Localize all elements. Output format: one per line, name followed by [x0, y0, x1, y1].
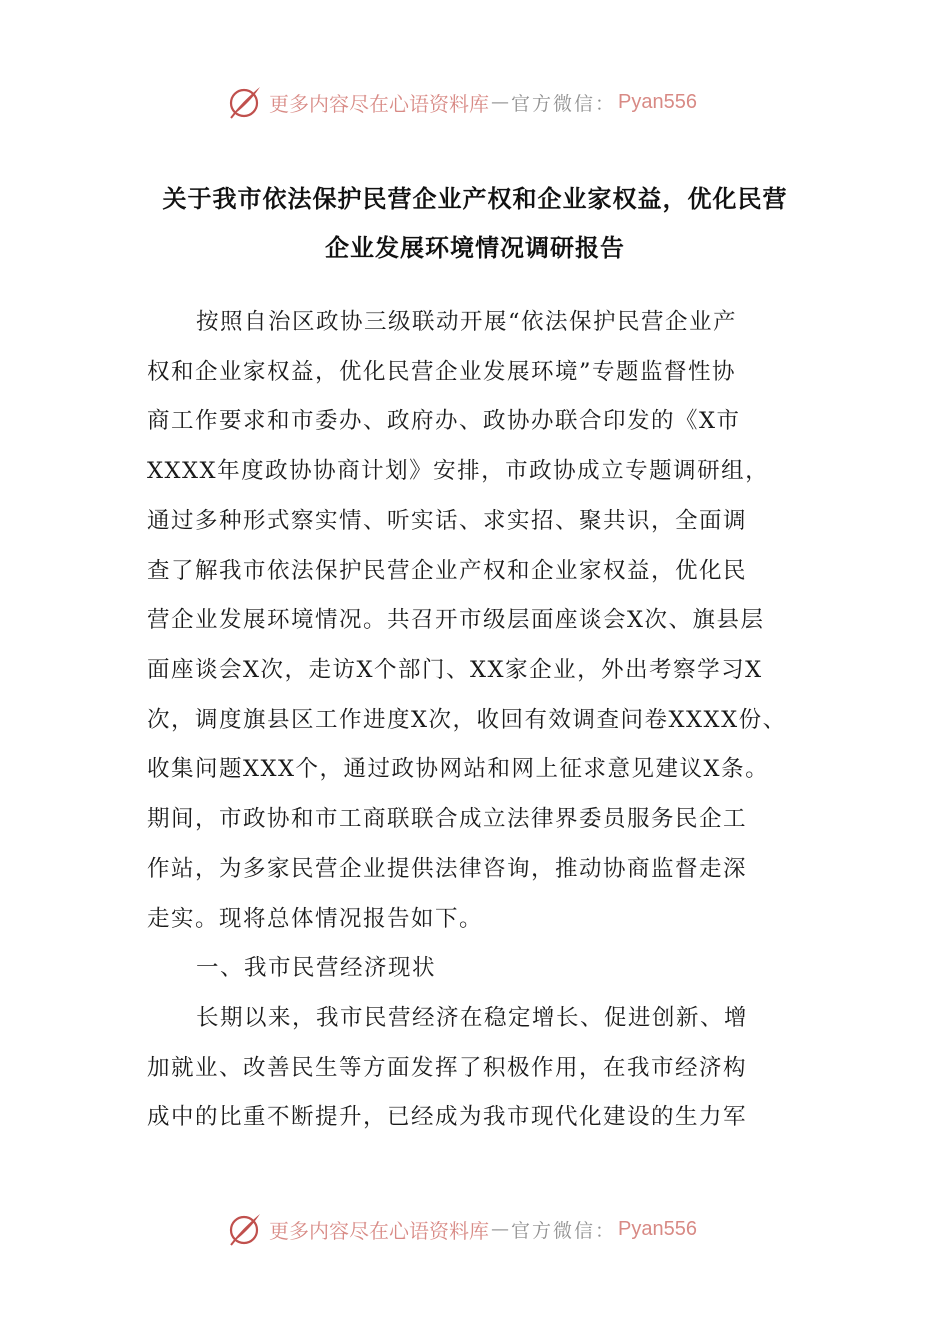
quill-pen-logo-icon — [227, 1211, 263, 1247]
body-line: 营企业发展环境情况。共召开市级层面座谈会X次、旗县层 — [147, 607, 765, 633]
body-line: 作站，为多家民营企业提供法律咨询，推动协商监督走深 — [147, 856, 748, 882]
watermark-official-label: 官方微信： — [511, 1219, 617, 1242]
body-line: 权和企业家权益，优化民营企业发展环境”专题监督性协 — [147, 359, 737, 385]
header-watermark — [227, 82, 697, 122]
body-line: 走实。现将总体情况报告如下。 — [147, 906, 484, 932]
watermark-brand-text: 更多内容尽在心语资料库 — [269, 1218, 489, 1243]
body-line: 查了解我市依法保护民营企业产权和企业家权益，优化民 — [147, 558, 748, 584]
body-line: 加就业、改善民生等方面发挥了积极作用，在我市经济构 — [147, 1055, 748, 1081]
body-line: 按照自治区政协三级联动开展“依法保护民营企业产 — [196, 309, 738, 335]
body-line: 次，调度旗县区工作进度X次，收回有效调查问卷XXXX份、 — [147, 707, 787, 733]
body-line: 通过多种形式察实情、听实话、求实招、聚共识，全面调 — [147, 508, 748, 534]
body-line: 成中的比重不断提升，已经成为我市现代化建设的生力军 — [147, 1104, 748, 1130]
body-line: 收集问题XXX个，通过政协网站和网上征求意见建议X条。 — [147, 756, 770, 782]
document-title-line-2: 企业发展环境情况调研报告 — [325, 234, 625, 262]
watermark-dash: — — [491, 1218, 509, 1240]
body-line: 长期以来，我市民营经济在稳定增长、促进创新、增 — [196, 1005, 749, 1031]
watermark-brand-text: 更多内容尽在心语资料库 — [269, 91, 489, 116]
body-line: 商工作要求和市委办、政府办、政协办联合印发的《X市 — [147, 408, 741, 434]
body-line: 面座谈会X次，走访X个部门、XX家企业，外出考察学习X — [147, 657, 763, 683]
section-heading: 一、我市民营经济现状 — [196, 955, 437, 981]
watermark-wechat-id: Pyan556 — [618, 90, 697, 113]
body-line: 期间，市政协和市工商联联合成立法律界委员服务民企工 — [147, 806, 748, 832]
document-title-line-1: 关于我市依法保护民营企业产权和企业家权益，优化民营 — [162, 185, 788, 213]
footer-watermark — [227, 1209, 697, 1249]
watermark-wechat-id: Pyan556 — [618, 1217, 697, 1240]
quill-pen-logo-icon — [227, 84, 263, 120]
watermark-official-label: 官方微信： — [511, 92, 617, 115]
watermark-dash: — — [491, 91, 509, 113]
body-line: XXXX年度政协协商计划》安排，市政协成立专题调研组， — [147, 458, 770, 484]
